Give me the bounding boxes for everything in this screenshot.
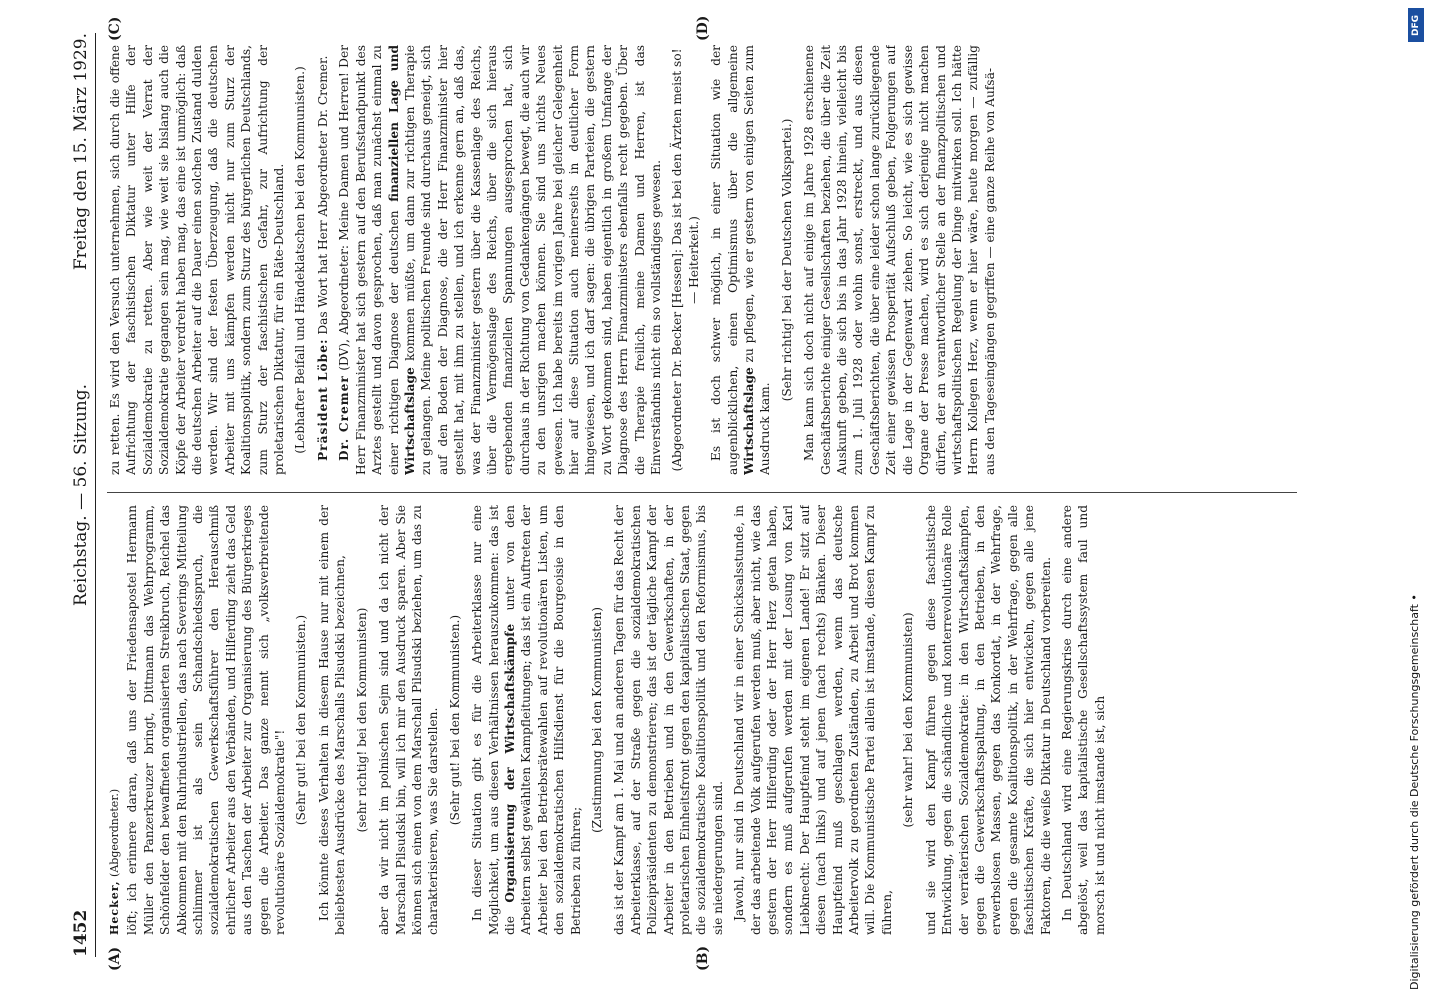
margin-marker-a: (A)	[107, 946, 123, 971]
column-divider	[107, 492, 1297, 493]
paragraph: zu retten. Es wird den Versuch unternehmen, sich durch die offene Aufrichtung der faschistischen Diktatur unter Hilfe der Sozialdemokratie zu retten. Aber wie weit der Verrat der Sozialdemokratie gegangen sein mag, wie weit sie bislang auch die Köpfe der Arbeiter verdreht haben mag, das eine ist unmöglich: daß die deutschen Arbeiter auf die Dauer einen solchen Zustand dulden werden. Wir sind der festen Überzeugung, daß die deutschen Arbeiter mit uns kämpfen werden nicht nur zum Sturz der Koalitionspolitik, sondern zum Sturz des bürgerlichen Deutschlands, zum Sturz der faschistischen Gefahr, zur Aufrichtung der proletarischen Diktatur, für ein Räte-Deutschland.	[108, 45, 287, 475]
text-run: unter von den Arbeitern selbst gewählten Kampfleitungen; das ist ein Auftreten der Arbeiter bei den Betriebsrätewahlen auf revolutionären Listen, um den sozialdemokratischen Hilfsdienst für die Bourgeoisie in den Betrieben zu führen;	[502, 505, 583, 935]
text-run: (DV), Abgeordneter: Meine Damen und Herren! Der Herr Finanzminister hat sich gestern auf den Berufsstandpunkt des Arztes gestellt und davon gesprochen, daß man zunächst einmal zu einer richtigen Diagnose der deutschen	[337, 45, 401, 475]
left-column	[107, 505, 1297, 935]
right-column	[107, 45, 1297, 475]
margin-marker-c: (C)	[107, 16, 123, 41]
interjection: (sehr wahr! bei den Kommunisten)	[901, 612, 916, 828]
text-run: Es ist doch schwer möglich, in einer Situation wie der augenblicklichen, einen Optimismus über die allgemeine	[709, 45, 740, 475]
text-run: zu pflegen, wie er gestern von einigen Seiten zum Ausdruck kam.	[742, 45, 773, 475]
interjection: (sehr richtig! bei den Kommunisten)	[354, 607, 369, 833]
paragraph	[336, 45, 664, 475]
interjection: (Sehr gut! bei den Kommunisten.)	[294, 614, 309, 826]
running-head	[71, 33, 96, 957]
emphasis: finanziellen Lage und Wirtschaftslage	[386, 45, 417, 475]
margin-marker-d: (D)	[695, 15, 711, 41]
paragraph: und sie wird den Kampf führen gegen diese faschistische Entwicklung, gegen die schändliche und konterrevolutionäre Rolle der verräterischen Sozialdemokratie: in den Wirtschaftskämpfen, gegen die Gewerkschaftsspaltung, in den Betrieben, in den erwerbslosen Massen, gegen das Konkordat, in der Wehrfrage, gegen die gesamte Koalitionspolitik, in der Wehrfrage, gegen alle faschistischen Kräfte, die sich hier entwickeln, gegen alle jene Faktoren, die die weiße Diktatur in Deutschland vorbereiten.	[923, 505, 1053, 935]
interjection: (Lebhafter Beifall und Händeklatschen bei den Kommunisten.)	[293, 66, 308, 454]
interjection: (Zustimmung bei den Kommunisten)	[589, 607, 604, 833]
speaker-name: Dr. Cremer	[337, 375, 352, 461]
session-title: Reichstag. — 56. Sitzung.	[71, 383, 91, 607]
paragraph: Jawohl, nur sind in Deutschland wir in einer Schicksalsstunde, in der das arbeitende Volk aufgerufen werden muß, aber nicht, wie das gestern der Herr Hilferding oder der Herr Herz getan haben, sondern es muß aufgerufen werden mit der Losung von Karl Liebknecht: Der Hauptfeind steht im eigenen Lande! Er sitzt auf diesen (nach links) und auf jenen (nach rechts) Bänken. Dieser Hauptfeind muß geschlagen werden, wenn das deutsche Arbeitervolk zu geordneten Zuständen, zu Arbeit und Brot kommen will. Die Kommunistische Partei allein ist imstande, diesen Kampf zu führen,	[732, 505, 894, 935]
paragraph: das ist der Kampf am 1. Mai und an anderen Tagen für das Recht der Arbeiterklasse, auf der Straße gegen die sozialdemokratischen Polizeipräsidenten zu demonstrieren; das ist der tägliche Kampf der Arbeiter in den Betrieben und in den Gewerkschaften, in der proletarischen Einheitsfront gegen den kapitalistischen Staat, gegen die sozialdemokratische Koalitionspolitik und den Reformismus, bis sie niedergerungen sind.	[612, 505, 725, 935]
paragraph: Ich könnte dieses Verhalten in diesem Hause nur mit einem der beliebtesten Ausdrücke des Marschalls Pilsudski bezeichnen,	[316, 505, 348, 935]
interjection: (Sehr gut! bei den Kommunisten.)	[447, 614, 462, 826]
speaker-role: (Abgeordneter.)	[108, 788, 121, 877]
paragraph	[469, 505, 584, 935]
dfg-logo: DFG	[1408, 8, 1424, 42]
speaker-line	[107, 505, 123, 935]
document-page	[55, 15, 1315, 975]
paragraph: löft; ich erinnere daran, daß uns der Friedensapostel Hermann Müller den Panzerkreuzer bringt, Dittmann das Wehrprogramm, Schönfelder den bewaffneten organisierten Streikbruch, Reichel das Abkommen mit den Ruhrindustriellen, das nach Severings Mitteilung schlimmer ist als sein Schandschiedsspruch, die sozialdemokratischen Gewerkschaftsführer den Herauschmiß ehrlicher Arbeiter aus den Verbänden, und Hilferding zieht das Geld aus den Taschen der Arbeiter zur Organisierung des Bürgerkrieges gegen die Arbeiter. Das ganze nennt sich „volksverbreitende revolutionäre Sozialdemokratie"!	[125, 505, 288, 935]
speaker-name: Hecker,	[108, 880, 121, 935]
text-run: kommen müßte, um dann zur richtigen Therapie zu gelangen. Meine politischen Freunde sind durchaus geneigt, sich auf den Boden der Diagnose, die der Herr Finanzminister hier gestellt hat, mit ihm zu stellen, und ich erkenne gern an, daß das, was der Finanzminister gestern über die Kassenlage des Reichs, über die Vermögenslage des Reichs, über die sich hieraus ergebenden finanziellen Spannungen ausgesprochen hat, sich durchaus in der Richtung von Gedankengängen bewegt, die auch wir zu den unsrigen machen können. Sie sind uns nichts Neues gewesen. Ich habe bereits im vorigen Jahre bei gleicher Gelegenheit hier auf diese Situation auch meinerseits in deutlicher Form hingewiesen, und ich darf sagen: die übrigen Parteien, die gestern zu Wort gekommen sind, haben eigentlich in großem Umfange der Diagnose des Herrn Finanzministers ebenfalls recht gegeben. Über die Therapie freilich, meine Damen und Herren, ist das Einverständnis nicht ein so vollständiges gewesen.	[402, 45, 663, 475]
interjection: (Abgeordneter Dr. Becker [Hessen]: Das ist bei den Ärzten meist so! — Heiterkeit.)	[670, 48, 701, 472]
emphasis: Wirtschaftslage	[742, 367, 757, 475]
digitization-sidebar	[1400, 0, 1430, 1000]
speaker-name: Präsident Löbe:	[315, 338, 330, 461]
paragraph: Man kann sich doch nicht auf einige im Jahre 1928 erschienene Geschäftsberichte einiger Gesellschaften beziehen, die über die Zeit Auskunft geben, die sich bis in das Jahr 1928 hinein, vielleicht bis zum 1. Juli 1928 oder wohin sonst, erstreckt, und aus diesen Geschäftsberichten, die über eine leider schon lange zurückliegende Zeit einer gewissen Prosperität Aufschluß geben, Folgerungen auf die Lage in der Gegenwart ziehen. So leicht, wie es sich gewisse Organe der Presse machen, wird es sich derjenige nicht machen dürfen, der an verantwortlicher Stelle an der finanzpolitischen und wirtschaftspolitischen Regelung der Dinge mitwirken soll. Ich hätte Herrn Kollegen Herz, wenn er hier wäre, heute morgen — zufällig aus den Tageseingängen gegriffen — eine ganze Reihe von Aufsä-	[802, 45, 997, 475]
emphasis: Organisierung der Wirtschaftskämpfe	[502, 623, 517, 903]
session-date: Freitag den 15. März 1929.	[71, 33, 91, 271]
interjection: (Sehr richtig! bei der Deutschen Volkspartei.)	[779, 118, 794, 402]
text-run: In dieser Situation gibt es für die Arbeiterklasse nur eine Möglichkeit, um aus diesen Verhältnissen herauszukommen: das ist die	[470, 505, 517, 935]
page-number: 1452	[71, 909, 91, 957]
paragraph	[315, 45, 331, 475]
paragraph: aber da wir nicht im polnischen Sejm sind und da ich nicht der Marschall Pilsudski bin, will ich mir den Ausdruck sparen. Aber Sie können sich einen von dem Marschall Pilsudski beziehen, um das zu charakterisieren, was Sie darstellen.	[377, 505, 441, 935]
text-run: Das Wort hat Herr Abgeordneter Dr. Cremer.	[315, 55, 330, 335]
paragraph	[708, 45, 774, 475]
funding-credit: Digitalisierung gefördert durch die Deutsche Forschungsgemeinschaft •	[1408, 594, 1421, 990]
paragraph: In Deutschland wird eine Regierungskrise durch eine andere abgelöst, weil das kapitalistische Gesellschaftssystem faul und morsch ist und nicht imstande ist, sich	[1059, 505, 1107, 935]
margin-marker-b: (B)	[695, 945, 711, 971]
